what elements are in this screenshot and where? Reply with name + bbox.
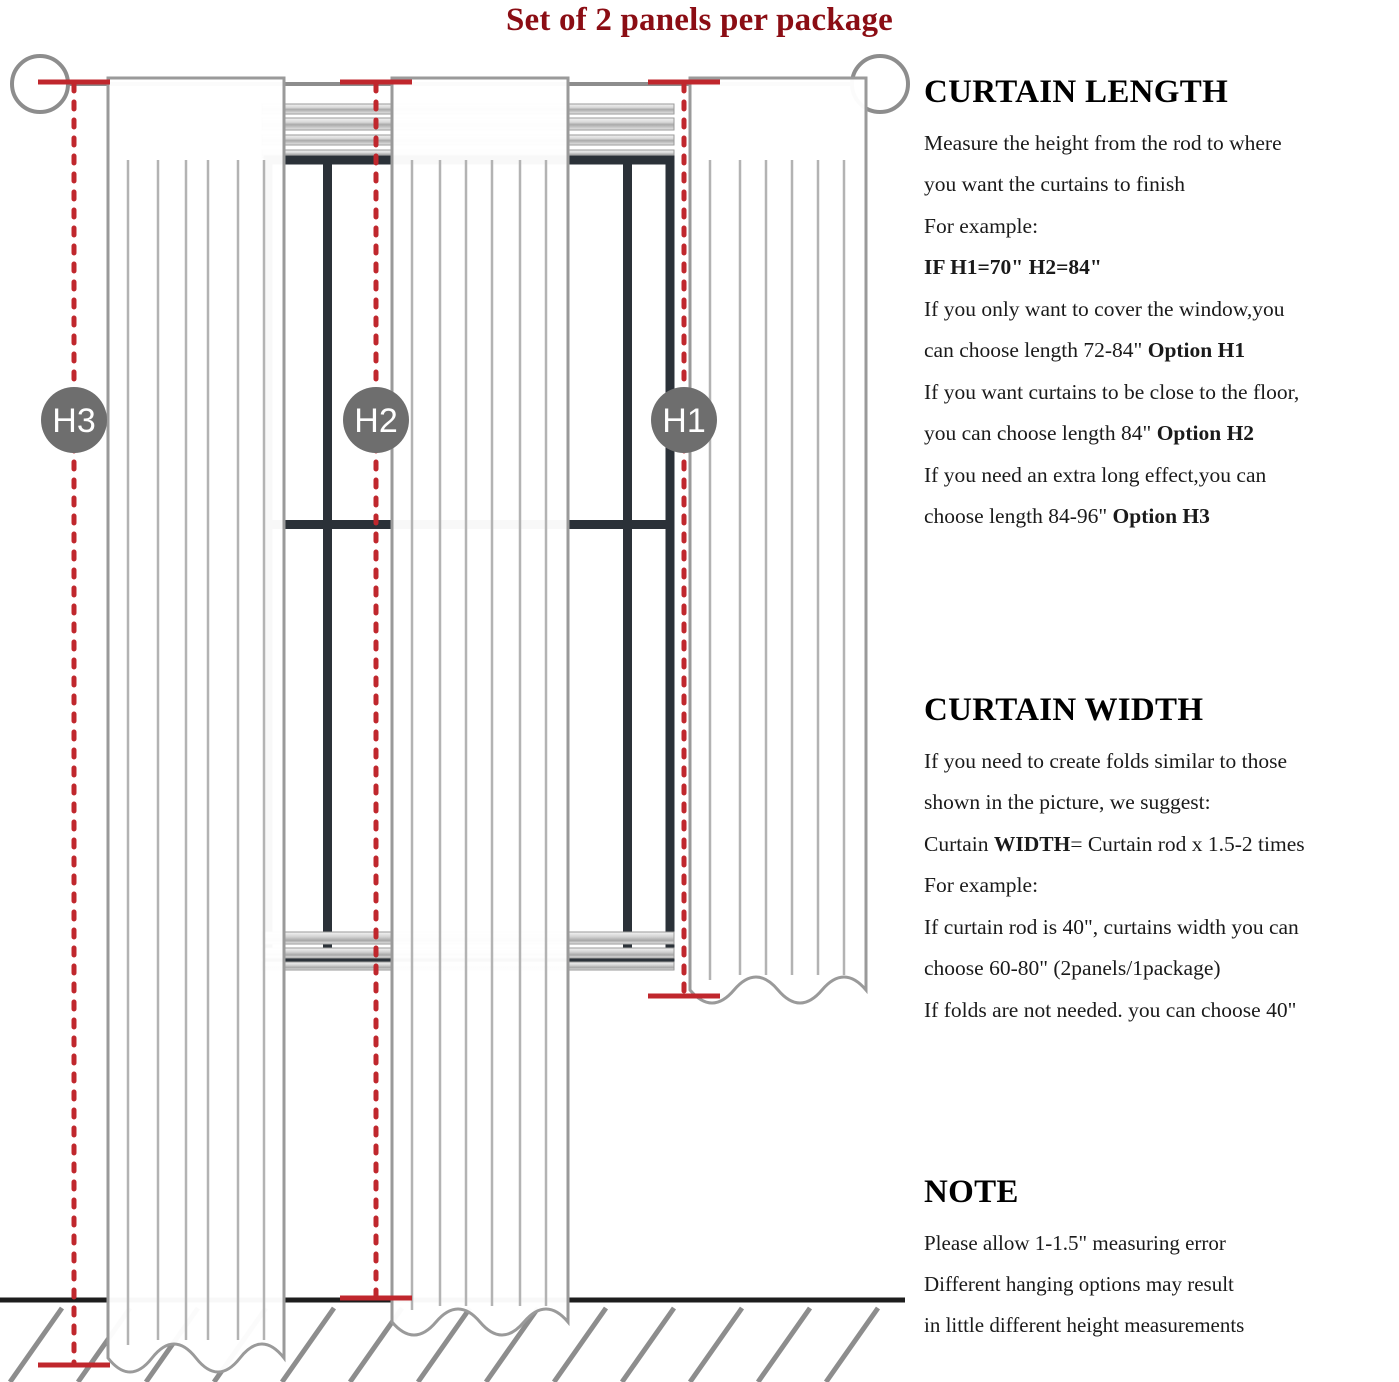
curtain-length-line-4: IF H1=70" H2=84" — [924, 255, 1102, 280]
curtain-width-line-6: choose 60-80" (2panels/1package) — [924, 956, 1221, 981]
instructions-column — [920, 74, 1390, 1382]
curtain-width-line-1: If you need to create folds similar to those — [924, 748, 1288, 773]
curtain-length-body — [924, 123, 1390, 538]
curtain-width-body — [924, 741, 1390, 1031]
curtain-length-heading: CURTAIN LENGTH — [924, 74, 1229, 110]
curtain-width-heading: CURTAIN WIDTH — [924, 692, 1204, 728]
curtain-width-line-7: If folds are not needed. you can choose 40" — [924, 997, 1297, 1022]
curtain-panel-long — [108, 78, 284, 1372]
curtain-width-line-5: If curtain rod is 40", curtains width you can — [924, 914, 1299, 939]
curtain-width-line-2: shown in the picture, we suggest: — [924, 790, 1211, 815]
note-heading: NOTE — [924, 1174, 1019, 1210]
measure-h3 — [38, 82, 110, 1365]
curtain-measurement-diagram — [0, 40, 915, 1382]
section-curtain-length — [920, 74, 1390, 538]
measure-label-h2: H2 — [354, 402, 398, 440]
note-line-1: Please allow 1-1.5" measuring error — [924, 1230, 1226, 1255]
note-line-3: in little different height measurements — [924, 1312, 1245, 1337]
note-body — [924, 1223, 1390, 1346]
curtain-length-line-6: can choose length 72-84" Option H1 — [924, 338, 1246, 363]
section-note — [920, 1174, 1390, 1346]
curtain-length-line-2: you want the curtains to finish — [924, 172, 1185, 197]
note-line-2: Different hanging options may result — [924, 1271, 1234, 1296]
curtain-length-line-3: For example: — [924, 213, 1039, 238]
curtain-length-line-10: choose length 84-96" Option H3 — [924, 504, 1210, 529]
curtain-length-line-9: If you need an extra long effect,you can — [924, 462, 1267, 487]
curtain-length-line-5: If you only want to cover the window,you — [924, 296, 1285, 321]
curtain-length-line-7: If you want curtains to be close to the floor, — [924, 379, 1300, 404]
curtain-length-line-1: Measure the height from the rod to where — [924, 130, 1282, 155]
section-curtain-width — [920, 692, 1390, 1031]
measure-label-h3: H3 — [52, 402, 96, 440]
curtain-width-line-3: Curtain WIDTH= Curtain rod x 1.5-2 times — [924, 831, 1305, 856]
measure-label-h1: H1 — [662, 402, 706, 440]
curtain-length-line-8: you can choose length 84" Option H2 — [924, 421, 1255, 446]
curtain-width-line-4: For example: — [924, 873, 1039, 898]
page-title: Set of 2 panels per package — [505, 2, 894, 38]
curtain-panel-middle — [392, 78, 568, 1335]
curtain-panel-short — [690, 78, 866, 1003]
